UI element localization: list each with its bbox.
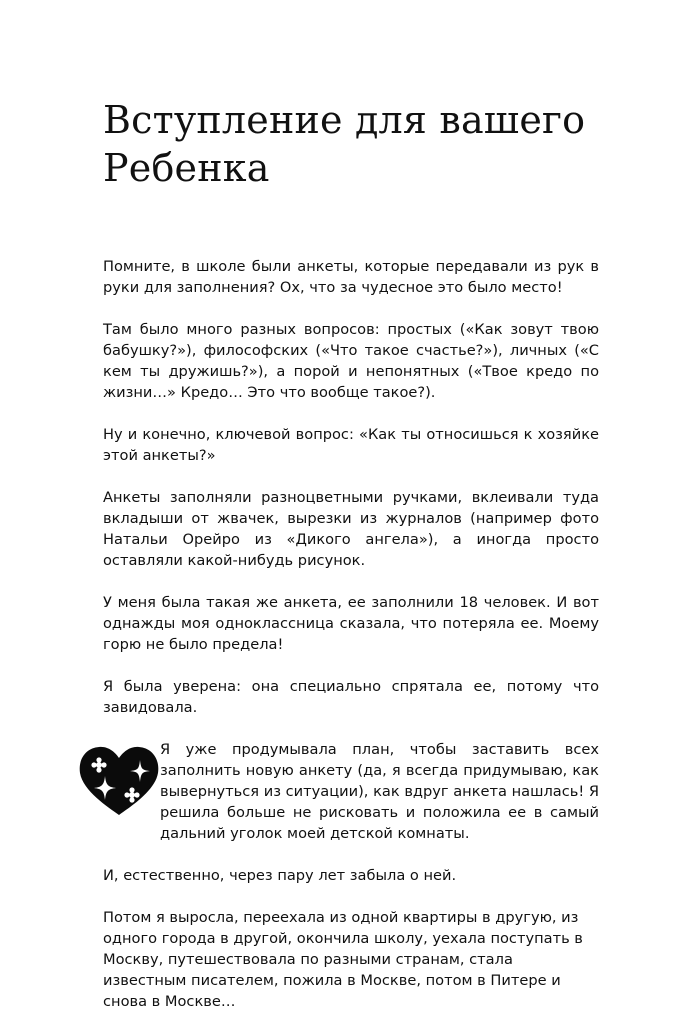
paragraph-3: Ну и конечно, ключевой вопрос: «Как ты относишься к хозяйке этой анкеты?»	[103, 426, 599, 464]
chapter-title-line-1: Вступление для вашего	[103, 98, 586, 142]
paragraph-5: У меня была такая же анкета, ее заполнили 18 человек. И вот однажды моя одноклассница сказала, что потеряла ее. Моему горю не было предела!	[103, 594, 599, 653]
chapter-body	[103, 256, 599, 1012]
paragraph-1: Помните, в школе были анкеты, которые передавали из рук в руки для заполнения? Ох, что за чудесное это было место!	[103, 258, 599, 296]
paragraph-4: Анкеты заполняли разноцветными ручками, вклеивали туда вкладыши от жвачек, вырезки из журналов (например фото Натальи Орейро из «Дикого ангела»), а иногда просто оставляли какой-нибудь рисунок.	[103, 489, 599, 569]
paragraph-with-heart	[78, 739, 599, 844]
heart-icon	[78, 743, 160, 819]
paragraph-8: И, естественно, через пару лет забыла о ней.	[103, 867, 457, 884]
page-content	[103, 96, 599, 1033]
chapter-title-line-2: Ребенка	[103, 146, 270, 190]
chapter-title	[103, 96, 599, 192]
paragraph-7: Я уже продумывала план, чтобы заставить всех заполнить новую анкету (да, я всегда придумываю, как вывернуться из ситуации), как вдруг анкета нашлась! Я решила больше не рисковать и положила ее в самый дальний уголок моей детской комнаты.	[160, 741, 599, 842]
paragraph-9: Потом я выросла, переехала из одной квартиры в другую, из одного города в другой, окончила школу, уехала поступать в Москву, путешествовала по разными странам, стала известным писателем, пожила в Москве, потом в Питере и снова в Москве…	[103, 909, 583, 1010]
paragraph-6: Я была уверена: она специально спрятала ее, потому что завидовала.	[103, 678, 599, 716]
paragraph-2: Там было много разных вопросов: простых («Как зовут твою бабушку?»), философских («Что такое счастье?»), личных («С кем ты дружишь?»), а порой и непонятных («Твое кредо по жизни…» Кредо… Это что вообще такое?).	[103, 321, 599, 401]
